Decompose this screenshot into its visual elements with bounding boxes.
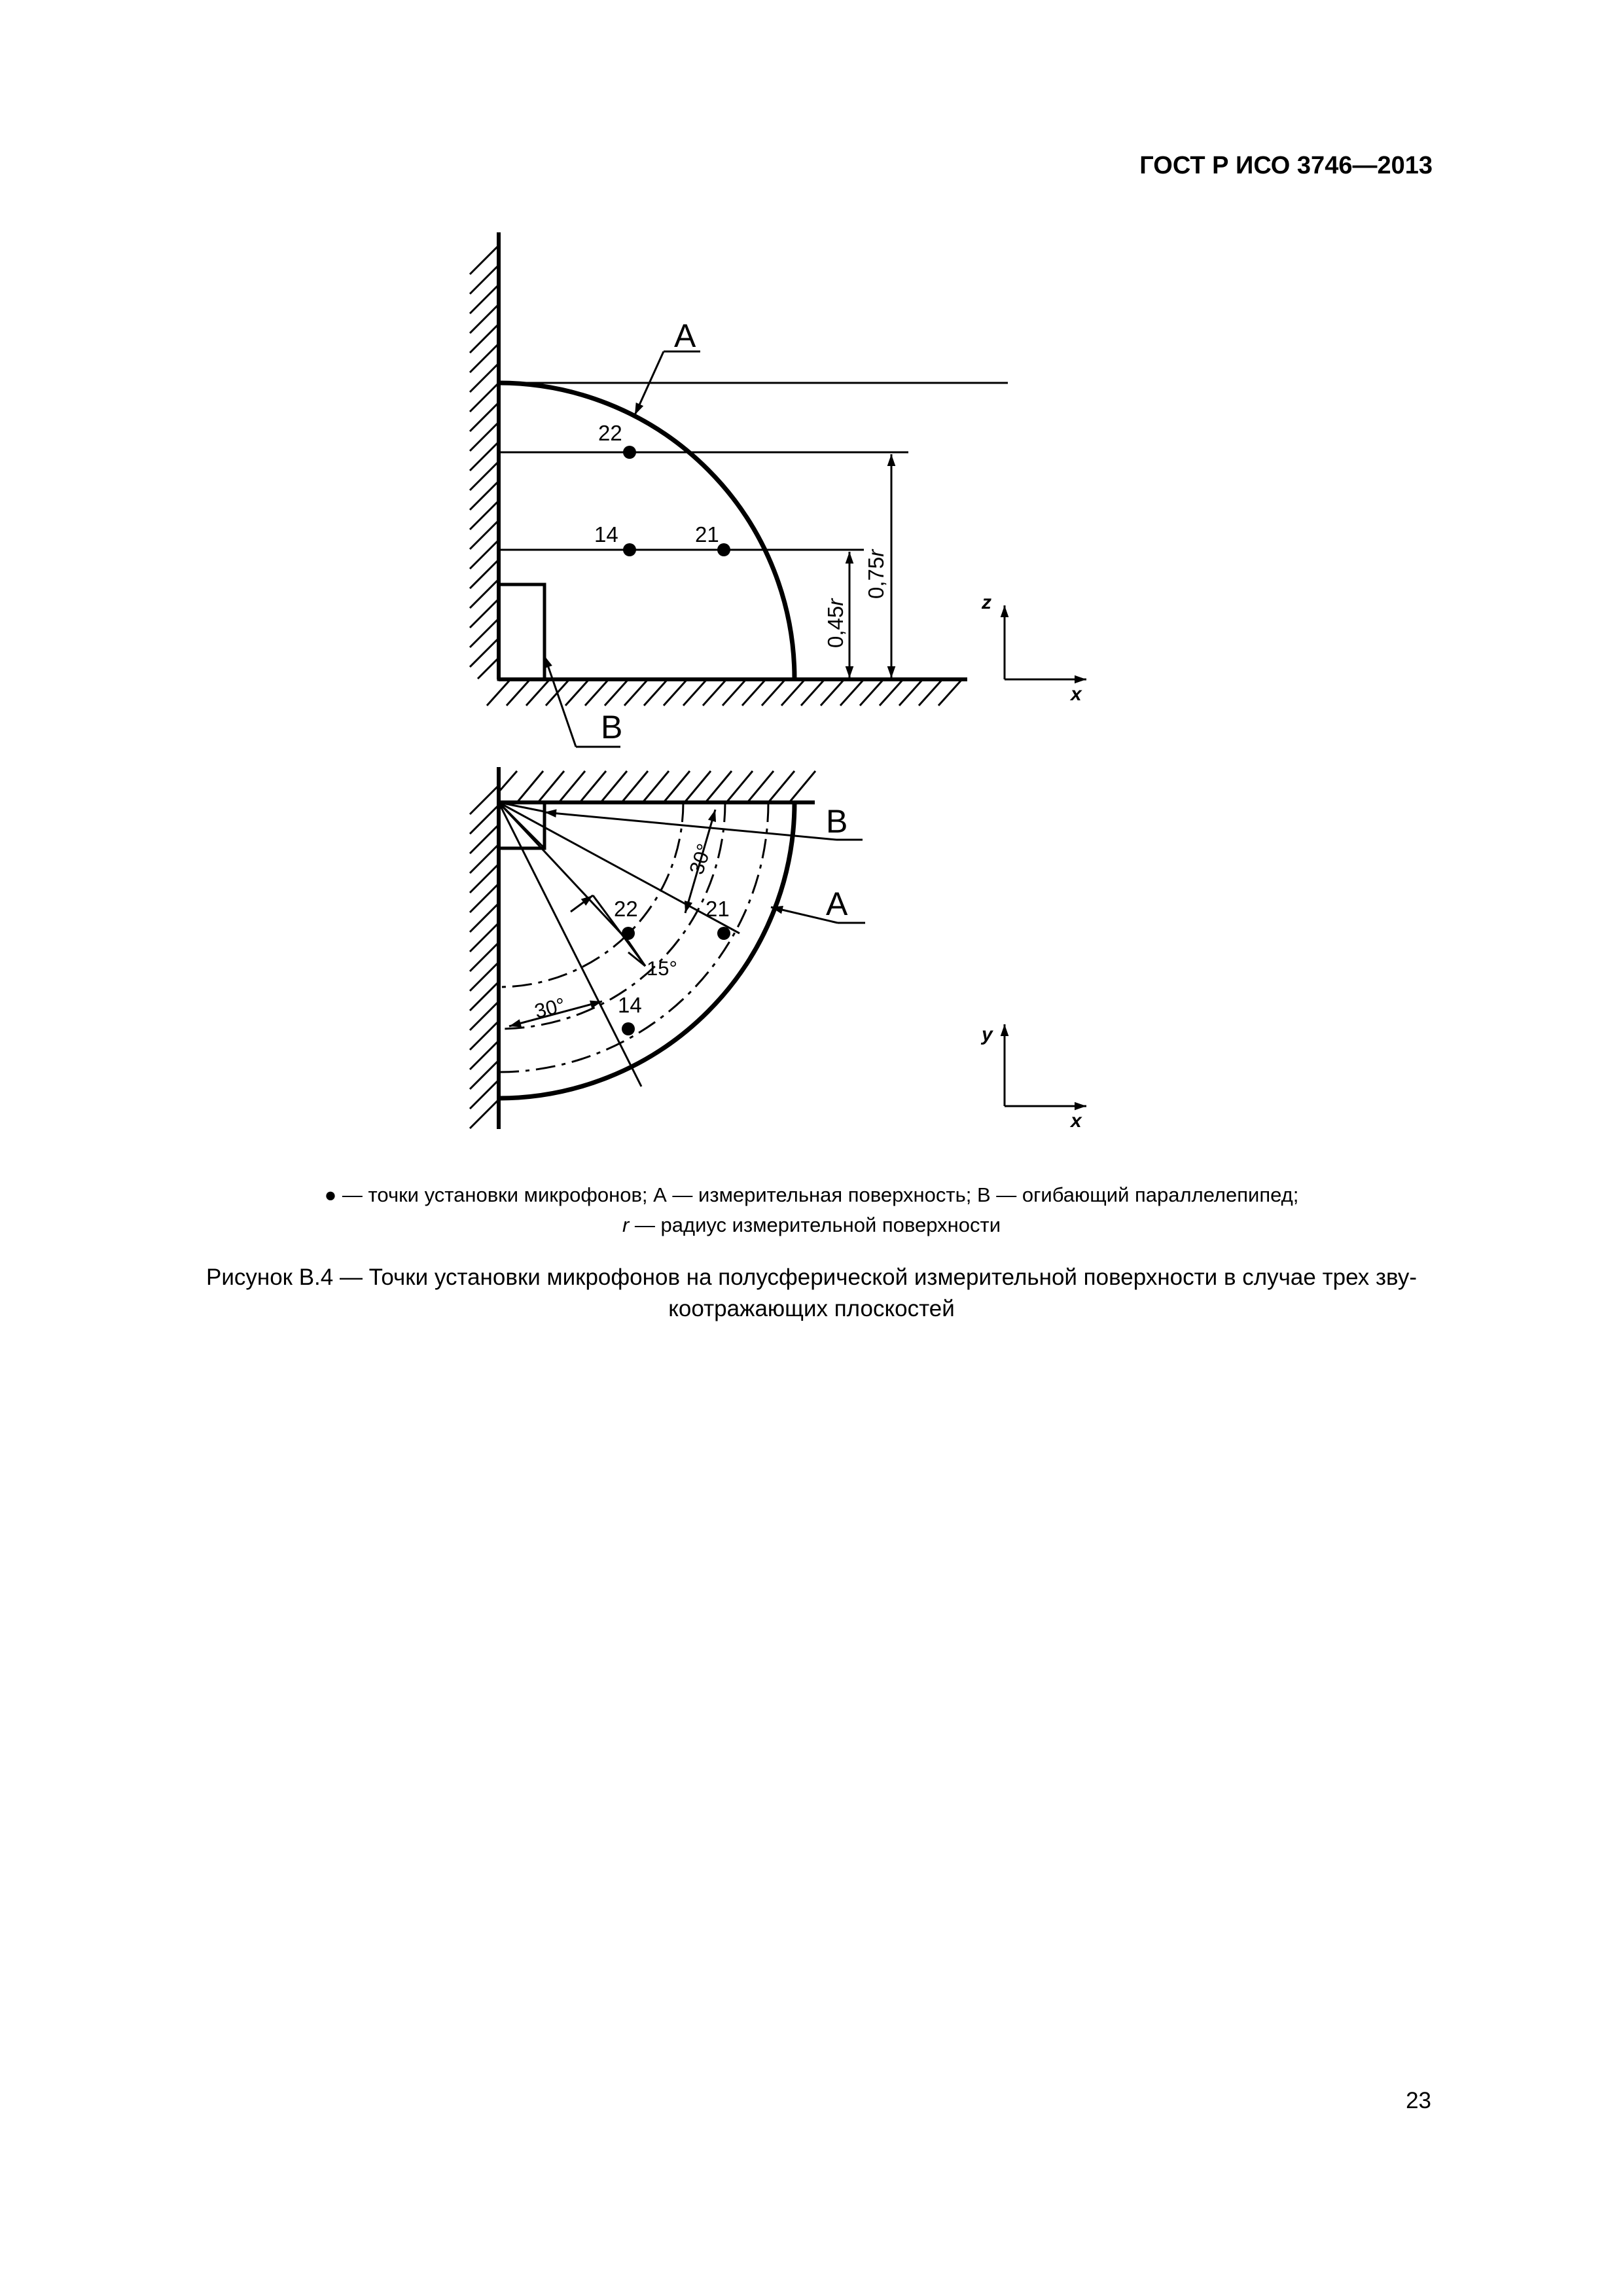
- point-label-14-top: 14: [618, 993, 642, 1017]
- caption-line-1: Рисунок В.4 — Точки установки микрофонов на полусферической измерительной поверхности в случае трех зву-: [205, 1265, 1418, 1290]
- point-label-21: 21: [695, 522, 719, 547]
- label-A-top: А: [826, 886, 848, 922]
- point-label-22: 22: [598, 421, 622, 445]
- axis-label-x-side: x: [1071, 683, 1082, 705]
- legend-line-1: ● — точки установки микрофонов; А — измерительная поверхность; В — огибающий параллелепипед;: [324, 1183, 1299, 1206]
- legend-radius-symbol: r: [622, 1213, 630, 1236]
- label-B-top: В: [826, 803, 848, 840]
- point-label-14: 14: [594, 522, 618, 547]
- mic-point-22: [623, 446, 636, 459]
- legend-line-2: [0, 1210, 1623, 1240]
- axis-label-x-top: x: [1071, 1110, 1082, 1132]
- caption-line-2: коотражающих плоскостей: [668, 1296, 955, 1321]
- mic-point-21: [717, 543, 730, 556]
- mic-point-21-top: [717, 927, 730, 940]
- top-view-labels: [532, 803, 1082, 1132]
- label-A-side: А: [674, 317, 696, 354]
- floor-hatching: [487, 679, 967, 706]
- point-label-21-top: 21: [705, 897, 730, 921]
- axis-label-z: z: [982, 592, 991, 613]
- legend-radius-text: — радиус измерительной поверхности: [629, 1213, 1001, 1236]
- wall-hatching: [470, 232, 499, 679]
- dim-label-045r: 0,45r: [823, 598, 847, 648]
- top-view: [470, 767, 1086, 1129]
- document-header: ГОСТ Р ИСО 3746—2013: [1139, 152, 1433, 179]
- label-B-side: В: [601, 709, 623, 745]
- angle-label-30-upper: 30°: [685, 840, 717, 878]
- figure-legend: [0, 1180, 1623, 1240]
- angle-label-30-lower: 30°: [532, 993, 568, 1023]
- point-label-22-top: 22: [614, 897, 638, 921]
- figure-caption: [118, 1262, 1505, 1325]
- top-wall-hatching: [470, 767, 499, 1129]
- mic-point-22-top: [622, 927, 635, 940]
- top-wall-hatching-horizontal: [499, 771, 815, 802]
- dim-label-075r: 0,75r: [864, 549, 888, 599]
- mic-point-14: [623, 543, 636, 556]
- reference-box: [499, 584, 544, 679]
- mic-point-14-top: [622, 1022, 635, 1035]
- page-number: 23: [1406, 2088, 1431, 2113]
- axis-label-y: y: [982, 1024, 993, 1045]
- angle-label-15: 15°: [647, 957, 677, 980]
- side-view: [470, 232, 1086, 747]
